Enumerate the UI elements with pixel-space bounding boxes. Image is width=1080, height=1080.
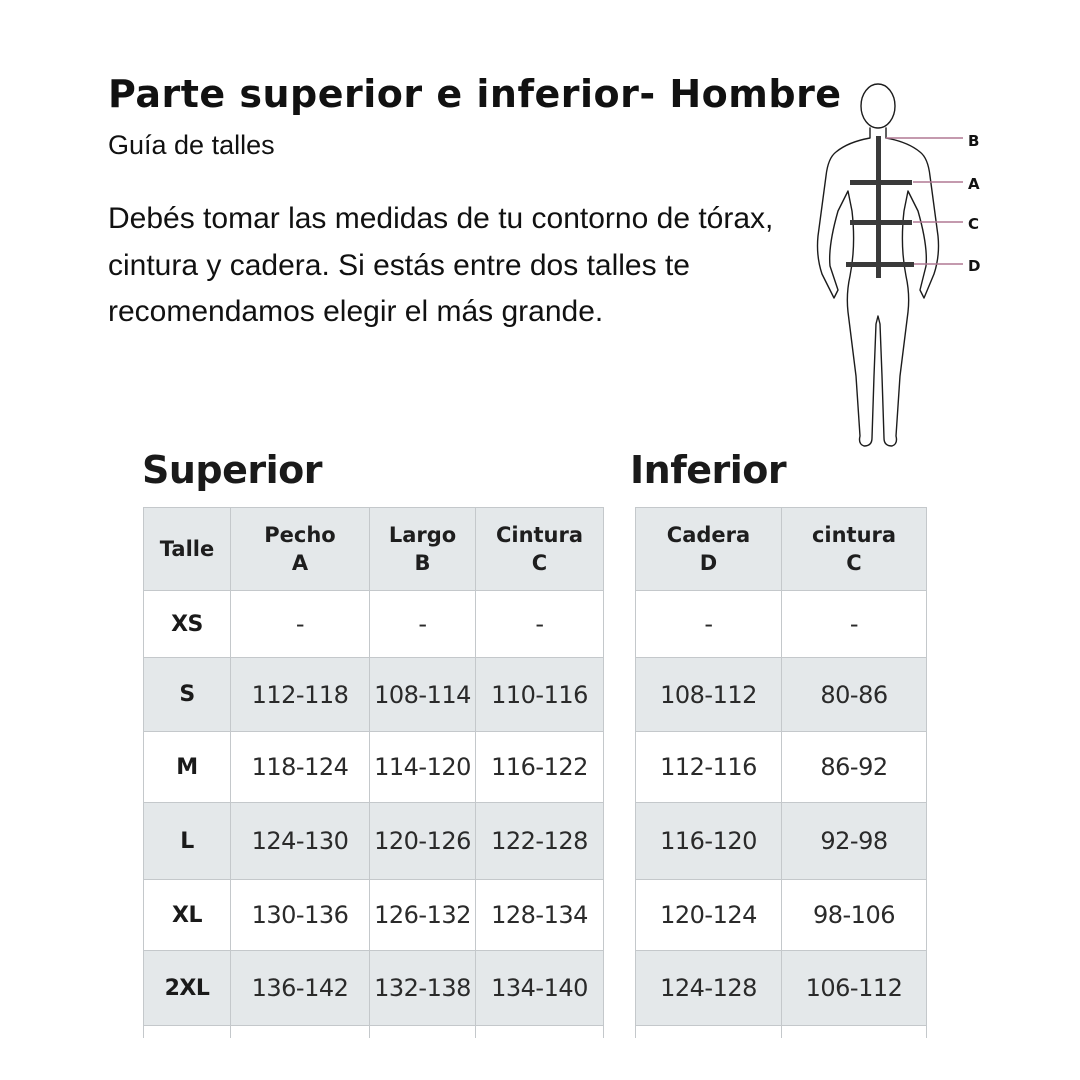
table-row xyxy=(144,658,604,732)
size-cell: S xyxy=(144,658,231,732)
table-row xyxy=(636,951,927,1026)
table-cell: 114-120 xyxy=(370,732,476,803)
table-row xyxy=(144,591,604,658)
size-cell: XL xyxy=(144,880,231,951)
table-cell: 118-124 xyxy=(231,732,370,803)
table-cell: 136-142 xyxy=(231,951,370,1026)
header-cintura: cintura C xyxy=(782,508,927,591)
size-cell: L xyxy=(144,803,231,880)
superior-size-table xyxy=(143,507,604,1038)
table-row-cutoff xyxy=(636,1026,927,1039)
header-talle: Talle xyxy=(144,508,231,591)
table-cell: 132-138 xyxy=(370,951,476,1026)
table-cell: - xyxy=(231,591,370,658)
inferior-title: Inferior xyxy=(630,448,787,492)
table-cell: 110-116 xyxy=(476,658,604,732)
table-cell: - xyxy=(782,591,927,658)
measure-labels xyxy=(968,132,980,275)
table-cell: 108-112 xyxy=(636,658,782,732)
inferior-size-table xyxy=(635,507,927,1038)
table-cell: - xyxy=(636,591,782,658)
table-cell: 120-124 xyxy=(636,880,782,951)
label-d: D xyxy=(968,257,981,275)
header-cintura: Cintura C xyxy=(476,508,604,591)
table-cell: - xyxy=(476,591,604,658)
table-cell: 112-118 xyxy=(231,658,370,732)
table-row xyxy=(144,803,604,880)
table-header-row xyxy=(144,508,604,591)
table-cell: 116-122 xyxy=(476,732,604,803)
size-cell: XS xyxy=(144,591,231,658)
table-row xyxy=(144,880,604,951)
table-cell: 106-112 xyxy=(782,951,927,1026)
table-cell: 86-92 xyxy=(782,732,927,803)
table-row xyxy=(144,732,604,803)
table-cell: 124-128 xyxy=(636,951,782,1026)
table-row-cutoff xyxy=(144,1026,604,1039)
table-cell: 92-98 xyxy=(782,803,927,880)
table-row xyxy=(144,951,604,1026)
page-title: Parte superior e inferior- Hombre xyxy=(108,72,842,116)
table-cell: 134-140 xyxy=(476,951,604,1026)
table-cell: 80-86 xyxy=(782,658,927,732)
size-cell: 2XL xyxy=(144,951,231,1026)
table-row xyxy=(636,803,927,880)
label-b: B xyxy=(968,132,980,150)
table-cell: 98-106 xyxy=(782,880,927,951)
header-pecho: Pecho A xyxy=(231,508,370,591)
label-c: C xyxy=(968,215,980,233)
table-cell: - xyxy=(370,591,476,658)
table-cell: 122-128 xyxy=(476,803,604,880)
label-a: A xyxy=(968,175,980,193)
table-header-row xyxy=(636,508,927,591)
size-cell: M xyxy=(144,732,231,803)
table-row xyxy=(636,591,927,658)
table-row xyxy=(636,732,927,803)
table-cell: 120-126 xyxy=(370,803,476,880)
table-cell: 126-132 xyxy=(370,880,476,951)
table-cell: 130-136 xyxy=(231,880,370,951)
header-cadera: Cadera D xyxy=(636,508,782,591)
superior-title: Superior xyxy=(142,448,323,492)
table-cell: 116-120 xyxy=(636,803,782,880)
table-cell: 108-114 xyxy=(370,658,476,732)
table-cell: 124-130 xyxy=(231,803,370,880)
header-largo: Largo B xyxy=(370,508,476,591)
table-row xyxy=(636,658,927,732)
page-subtitle: Guía de talles xyxy=(108,130,275,160)
table-cell: 112-116 xyxy=(636,732,782,803)
table-cell: 128-134 xyxy=(476,880,604,951)
table-row xyxy=(636,880,927,951)
instructions-text: Debés tomar las medidas de tu contorno de tórax, cintura y cadera. Si estás entre dos talles te recomendamos elegir el más grande. xyxy=(108,202,774,328)
body-measurement-figure xyxy=(808,76,1000,456)
